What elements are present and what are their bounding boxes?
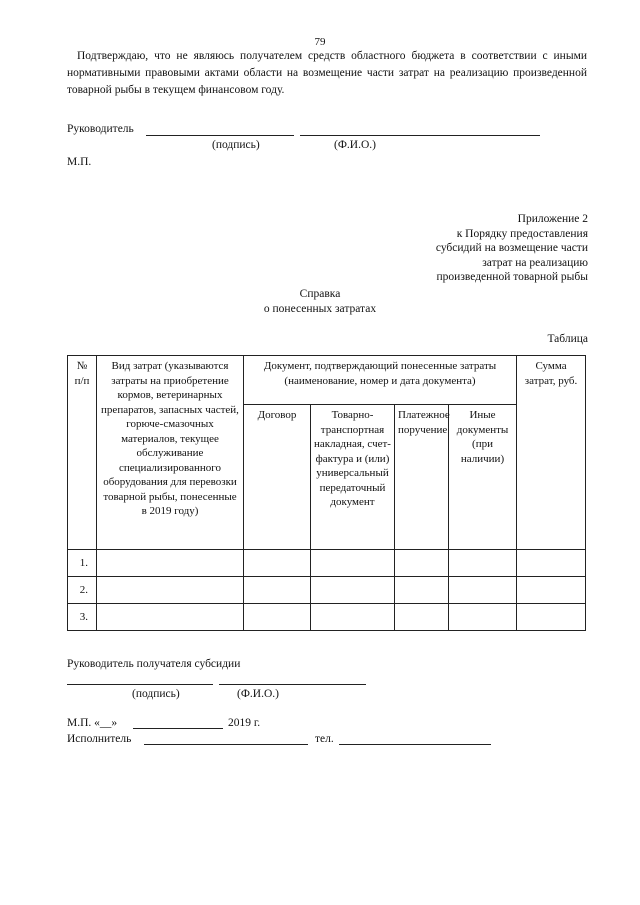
table-cell	[97, 550, 244, 577]
row-number: 1.	[68, 550, 97, 577]
header-other-documents: Иные документы (при наличии)	[449, 405, 517, 550]
header-document-group: Документ, подтверждающий понесенные затраты (наименование, номер и дата документа)	[244, 356, 517, 405]
appendix-block	[436, 212, 588, 285]
stamp-label: М.П.	[67, 156, 92, 168]
signature-caption: (подпись)	[212, 139, 260, 151]
table-cell	[449, 550, 517, 577]
table-row	[68, 604, 586, 631]
confirmation-paragraph: Подтверждаю, что не являюсь получателем средств областного бюджета в соответствии с иными нормативными правовыми актами области на возмещение части затрат на реализацию произведенной товарной рыбы в текущем финансовом году.	[67, 50, 587, 96]
table-cell	[449, 577, 517, 604]
header-cost-type: Вид затрат (указываются затраты на приобретение кормов, ветеринарных препаратов, запасных частей, горюче-смазочных материалов, текущее обслуживание специализированного оборудования для перевозки товарной рыбы, понесенные в 2019 году)	[97, 356, 244, 550]
table-cell	[395, 577, 449, 604]
footer-signature-line	[67, 684, 213, 685]
appendix-line-2: к Порядку предоставления	[456, 227, 588, 240]
table-cell	[395, 550, 449, 577]
appendix-line-3: субсидий на возмещение части	[435, 242, 588, 254]
table-cell	[449, 604, 517, 631]
table-cell	[517, 604, 586, 631]
appendix-line-4: затрат на реализацию	[482, 256, 588, 269]
table-cell	[244, 577, 311, 604]
header-num: № п/п	[68, 356, 97, 550]
table-cell	[244, 604, 311, 631]
footer-name-caption: (Ф.И.О.)	[237, 688, 279, 700]
table-row	[68, 577, 586, 604]
document-title: Справка	[299, 288, 341, 300]
row-number: 3.	[68, 604, 97, 631]
table-cell	[395, 604, 449, 631]
footer-signature-caption: (подпись)	[132, 688, 180, 700]
signature-line	[146, 135, 294, 136]
table-cell	[517, 550, 586, 577]
name-line	[300, 135, 540, 136]
date-line	[133, 728, 223, 729]
footer-name-line	[219, 684, 366, 685]
costs-table	[67, 355, 586, 631]
header-payment-order: Платежное поручение	[395, 405, 449, 550]
document-subtitle: о понесенных затратах	[263, 303, 377, 315]
table-cell	[311, 550, 395, 577]
phone-label: тел.	[315, 733, 334, 745]
table-cell	[97, 604, 244, 631]
table-cell	[97, 577, 244, 604]
table-row	[68, 550, 586, 577]
recipient-head-label: Руководитель получателя субсидии	[67, 658, 241, 670]
phone-line	[339, 744, 491, 745]
head-label: Руководитель	[67, 123, 134, 135]
appendix-line-5: произведенной товарной рыбы	[436, 271, 588, 283]
stamp-date-prefix: М.П. «__»	[67, 717, 118, 729]
header-sum: Сумма затрат, руб.	[517, 356, 586, 550]
appendix-line-1: Приложение 2	[517, 213, 588, 225]
header-contract: Договор	[244, 405, 311, 550]
table-cell	[311, 604, 395, 631]
name-caption: (Ф.И.О.)	[334, 139, 376, 151]
year-suffix: 2019 г.	[228, 717, 261, 729]
executor-line	[144, 744, 308, 745]
executor-label: Исполнитель	[67, 733, 132, 745]
row-number: 2.	[68, 577, 97, 604]
table-cell	[517, 577, 586, 604]
table-label: Таблица	[547, 333, 588, 345]
page-number: 79	[314, 36, 326, 48]
header-waybill: Товарно-транспортная накладная, счет-фактура и (или) универсальный передаточный документ	[311, 405, 395, 550]
table-cell	[311, 577, 395, 604]
table-cell	[244, 550, 311, 577]
